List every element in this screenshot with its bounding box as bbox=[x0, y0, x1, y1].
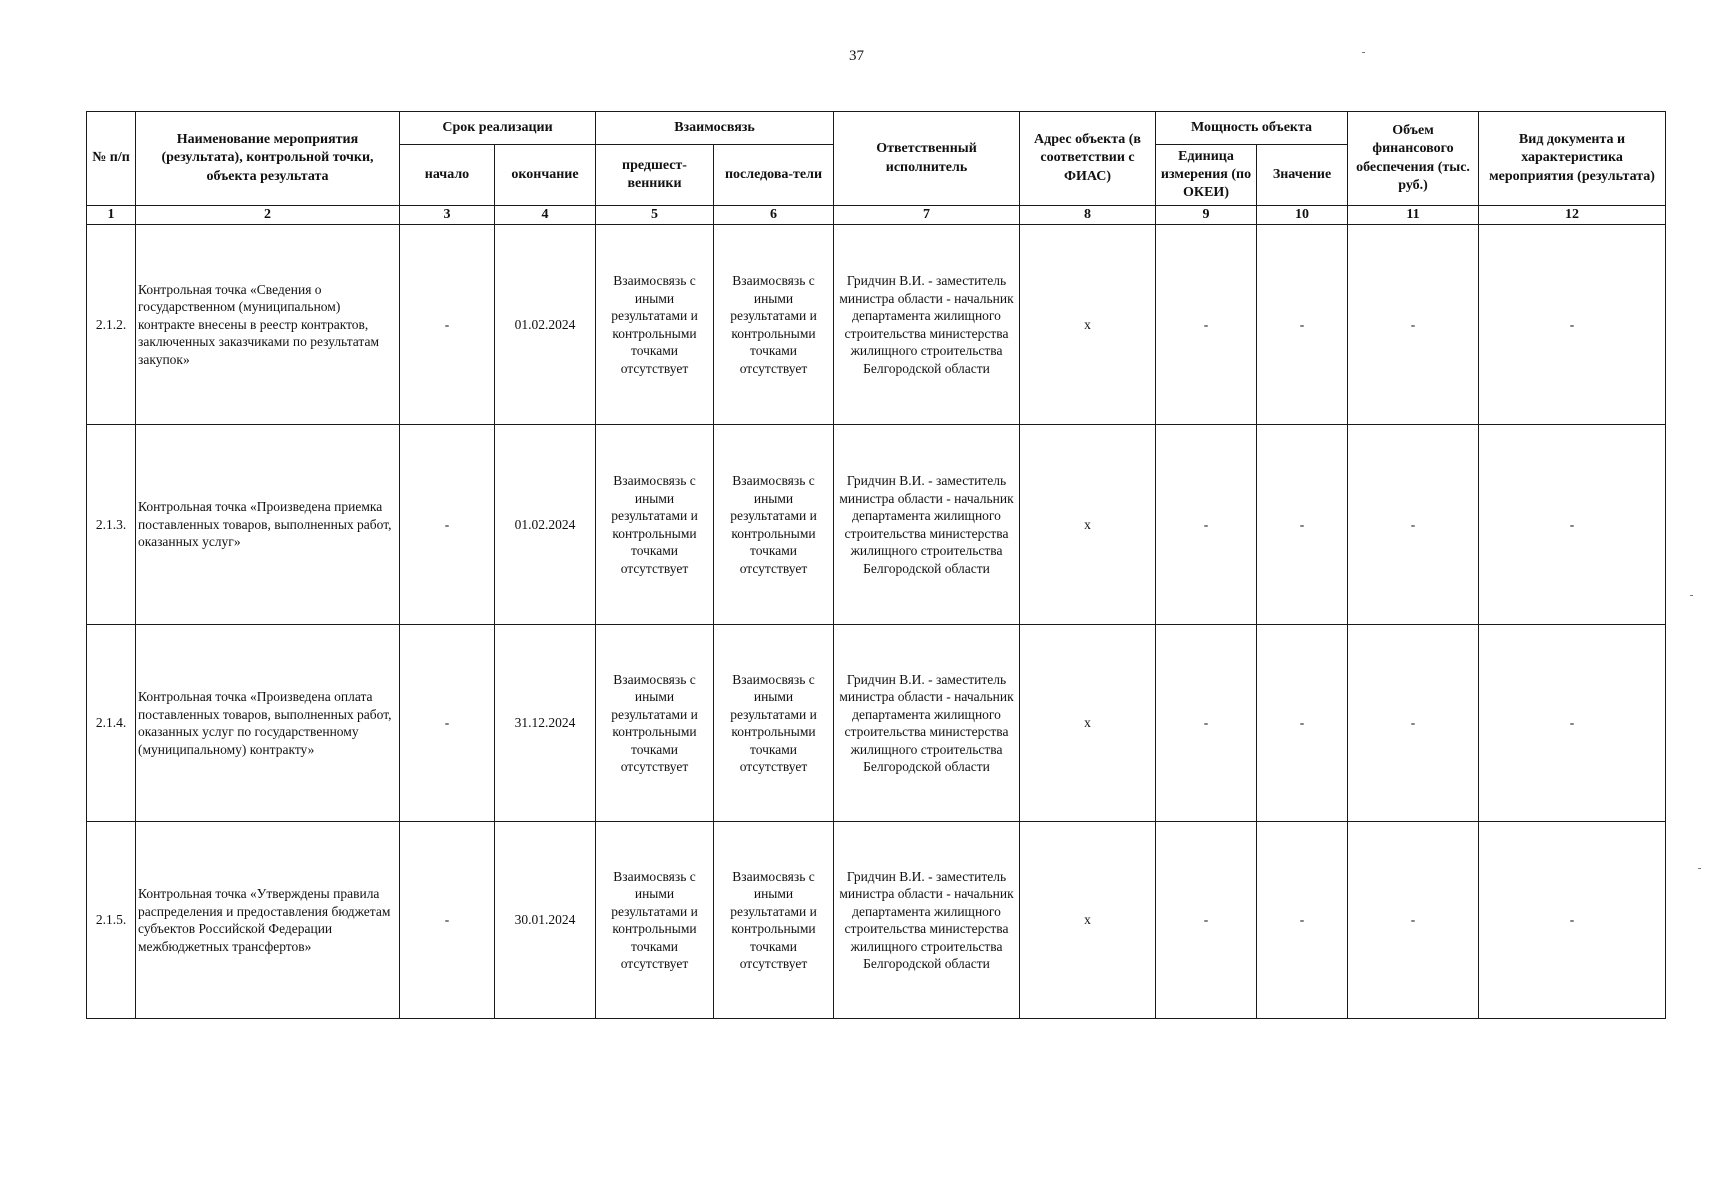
header-term-end: окончание bbox=[495, 145, 596, 206]
row-prev: Взаимосвязь с иными результатами и контрольными точками отсутствует bbox=[596, 425, 714, 625]
row-next: Взаимосвязь с иными результатами и контрольными точками отсутствует bbox=[714, 225, 834, 425]
row-unit: - bbox=[1156, 822, 1257, 1019]
row-prev: Взаимосвязь с иными результатами и контрольными точками отсутствует bbox=[596, 625, 714, 822]
row-start: - bbox=[400, 225, 495, 425]
header-link-prev: предшест-венники bbox=[596, 145, 714, 206]
header-capacity-group: Мощность объекта bbox=[1156, 112, 1348, 145]
column-number: 6 bbox=[714, 206, 834, 225]
row-end: 01.02.2024 bbox=[495, 225, 596, 425]
row-name: Контрольная точка «Произведена приемка поставленных товаров, выполненных работ, оказанных услуг» bbox=[136, 425, 400, 625]
row-unit: - bbox=[1156, 425, 1257, 625]
row-end: 31.12.2024 bbox=[495, 625, 596, 822]
row-address: x bbox=[1020, 625, 1156, 822]
column-number: 12 bbox=[1479, 206, 1666, 225]
column-number: 5 bbox=[596, 206, 714, 225]
header-term-start: начало bbox=[400, 145, 495, 206]
row-num: 2.1.4. bbox=[87, 625, 136, 822]
table-row bbox=[87, 225, 1666, 425]
header-address: Адрес объекта (в соответствии с ФИАС) bbox=[1020, 112, 1156, 206]
row-unit: - bbox=[1156, 225, 1257, 425]
column-number: 8 bbox=[1020, 206, 1156, 225]
header-term-group: Срок реализации bbox=[400, 112, 596, 145]
header-num: № п/п bbox=[87, 112, 136, 206]
scan-speck bbox=[1690, 595, 1693, 596]
row-name: Контрольная точка «Сведения о государственном (муниципальном) контракте внесены в реестр контрактов, заключенных заказчиками по результатам закупок» bbox=[136, 225, 400, 425]
header-finance: Объем финансового обеспечения (тыс. руб.) bbox=[1348, 112, 1479, 206]
row-name: Контрольная точка «Произведена оплата поставленных товаров, выполненных работ, оказанных услуг по государственному (муниципальному) контракту» bbox=[136, 625, 400, 822]
column-number: 3 bbox=[400, 206, 495, 225]
table-row bbox=[87, 625, 1666, 822]
plan-table bbox=[86, 111, 1666, 1019]
row-prev: Взаимосвязь с иными результатами и контрольными точками отсутствует bbox=[596, 225, 714, 425]
row-responsible: Гридчин В.И. - заместитель министра области - начальник департамента жилищного строительства министерства жилищного строительства Белгородской области bbox=[834, 822, 1020, 1019]
column-number: 1 bbox=[87, 206, 136, 225]
row-num: 2.1.5. bbox=[87, 822, 136, 1019]
row-doc: - bbox=[1479, 625, 1666, 822]
table-row bbox=[87, 822, 1666, 1019]
table-row bbox=[87, 425, 1666, 625]
header-doc-type: Вид документа и характеристика мероприятия (результата) bbox=[1479, 112, 1666, 206]
row-address: x bbox=[1020, 822, 1156, 1019]
row-finance: - bbox=[1348, 225, 1479, 425]
row-name: Контрольная точка «Утверждены правила распределения и предоставления бюджетам субъектов Российской Федерации межбюджетных трансфертов» bbox=[136, 822, 400, 1019]
row-finance: - bbox=[1348, 625, 1479, 822]
header-link-group: Взаимосвязь bbox=[596, 112, 834, 145]
header-capacity-value: Значение bbox=[1257, 145, 1348, 206]
row-next: Взаимосвязь с иными результатами и контрольными точками отсутствует bbox=[714, 822, 834, 1019]
column-number-row bbox=[87, 206, 1666, 225]
row-num: 2.1.3. bbox=[87, 425, 136, 625]
row-next: Взаимосвязь с иными результатами и контрольными точками отсутствует bbox=[714, 625, 834, 822]
column-number: 11 bbox=[1348, 206, 1479, 225]
column-number: 2 bbox=[136, 206, 400, 225]
row-end: 30.01.2024 bbox=[495, 822, 596, 1019]
column-number: 9 bbox=[1156, 206, 1257, 225]
scan-speck bbox=[1362, 52, 1365, 53]
column-number: 4 bbox=[495, 206, 596, 225]
row-value: - bbox=[1257, 425, 1348, 625]
header-responsible: Ответственный исполнитель bbox=[834, 112, 1020, 206]
row-doc: - bbox=[1479, 225, 1666, 425]
row-next: Взаимосвязь с иными результатами и контрольными точками отсутствует bbox=[714, 425, 834, 625]
row-value: - bbox=[1257, 225, 1348, 425]
row-start: - bbox=[400, 822, 495, 1019]
row-value: - bbox=[1257, 822, 1348, 1019]
row-responsible: Гридчин В.И. - заместитель министра области - начальник департамента жилищного строительства министерства жилищного строительства Белгородской области bbox=[834, 625, 1020, 822]
row-unit: - bbox=[1156, 625, 1257, 822]
row-address: x bbox=[1020, 425, 1156, 625]
row-value: - bbox=[1257, 625, 1348, 822]
row-start: - bbox=[400, 625, 495, 822]
header-link-next: последова-тели bbox=[714, 145, 834, 206]
row-prev: Взаимосвязь с иными результатами и контрольными точками отсутствует bbox=[596, 822, 714, 1019]
table-body bbox=[87, 225, 1666, 1019]
row-responsible: Гридчин В.И. - заместитель министра области - начальник департамента жилищного строительства министерства жилищного строительства Белгородской области bbox=[834, 225, 1020, 425]
header-name: Наименование мероприятия (результата), контрольной точки, объекта результата bbox=[136, 112, 400, 206]
column-number: 7 bbox=[834, 206, 1020, 225]
row-finance: - bbox=[1348, 822, 1479, 1019]
scan-speck bbox=[1698, 868, 1701, 869]
row-doc: - bbox=[1479, 425, 1666, 625]
row-num: 2.1.2. bbox=[87, 225, 136, 425]
row-start: - bbox=[400, 425, 495, 625]
header-capacity-unit: Единица измерения (по ОКЕИ) bbox=[1156, 145, 1257, 206]
row-end: 01.02.2024 bbox=[495, 425, 596, 625]
row-doc: - bbox=[1479, 822, 1666, 1019]
table-header bbox=[87, 112, 1666, 225]
row-address: x bbox=[1020, 225, 1156, 425]
row-responsible: Гридчин В.И. - заместитель министра области - начальник департамента жилищного строительства министерства жилищного строительства Белгородской области bbox=[834, 425, 1020, 625]
column-number: 10 bbox=[1257, 206, 1348, 225]
page-number: 37 bbox=[849, 48, 864, 64]
row-finance: - bbox=[1348, 425, 1479, 625]
